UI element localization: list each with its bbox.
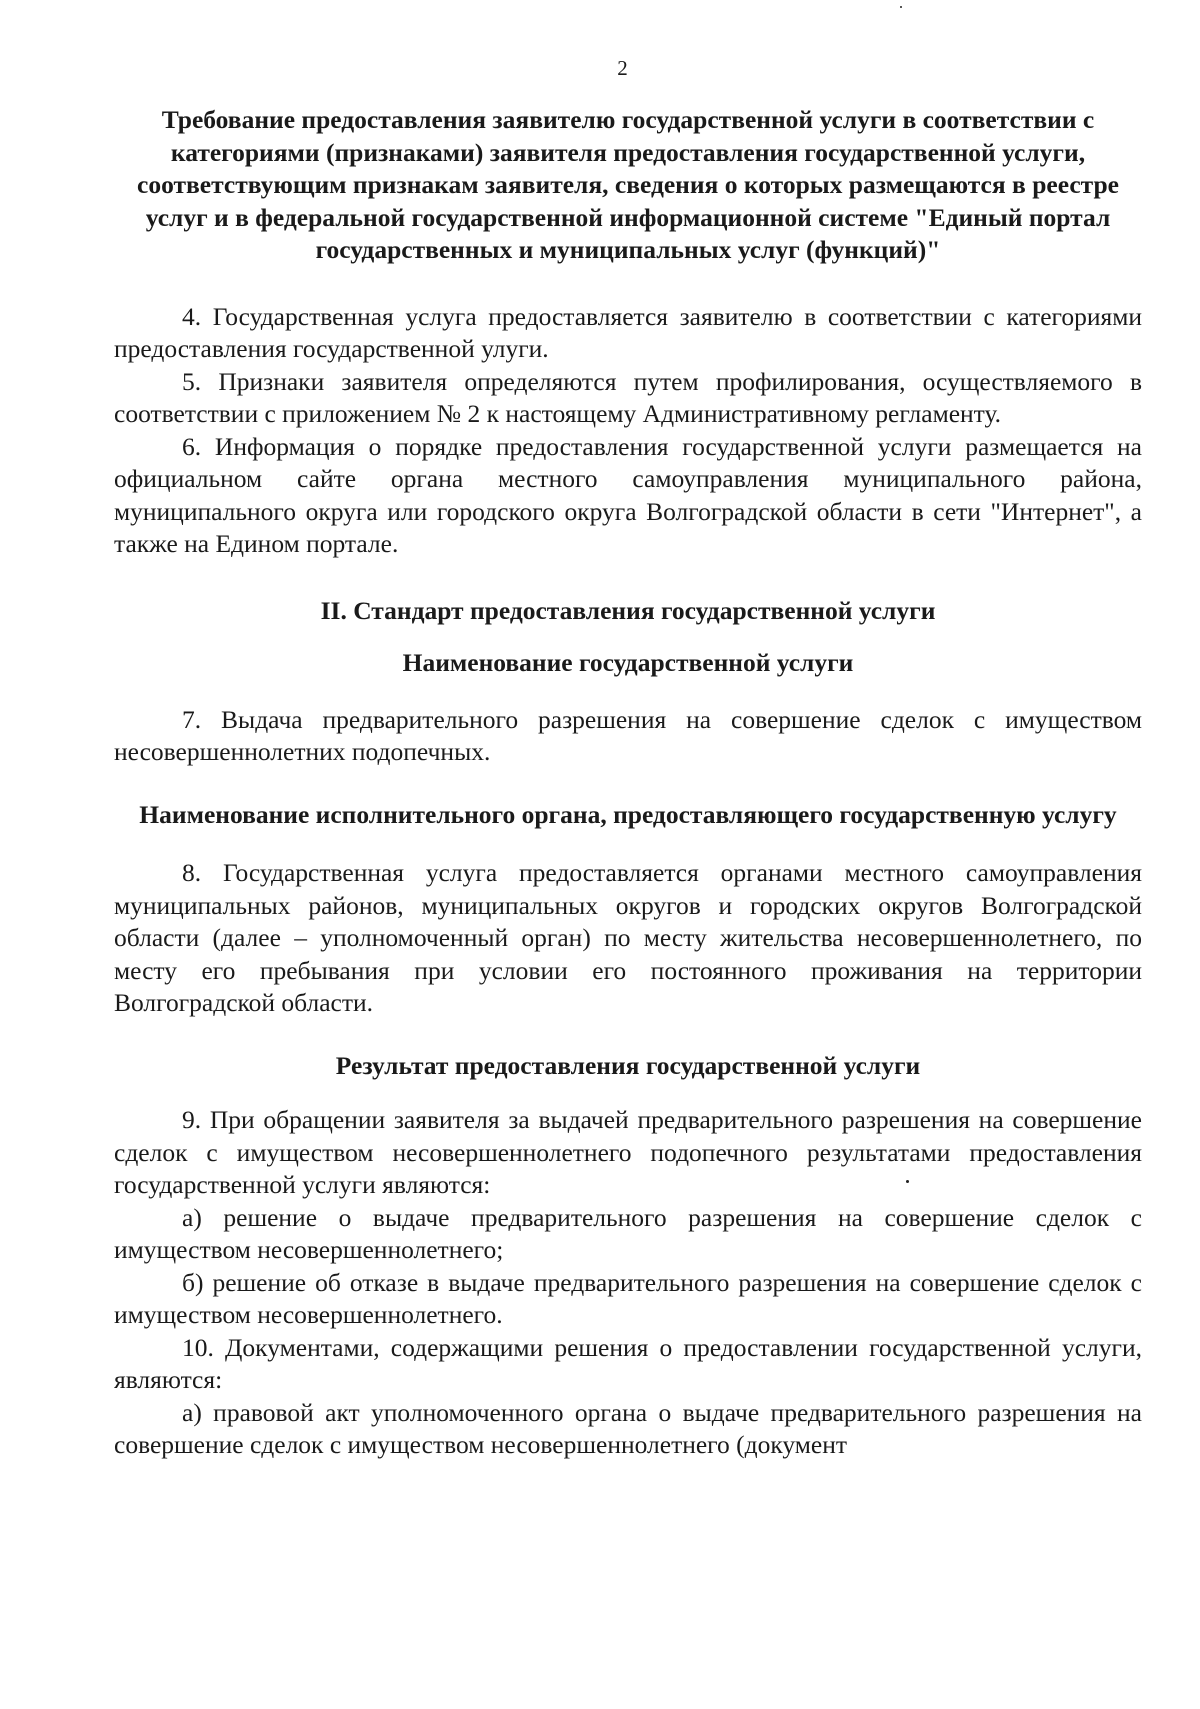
paragraph-8: 8. Государственная услуга предоставляется органами местного самоуправления муниципальных районов, муниципальных округов и городских округов Волгоградской области (далее – уполномоченный орган) по месту жительства несовершеннолетнего, по месту его пребывания при условии его постоянного проживания на территории Волгоградской области.: [114, 858, 1142, 1017]
document-body: [114, 104, 1142, 1462]
service-name-heading: Наименование государственной услуги: [402, 648, 854, 677]
scan-speck: [906, 1180, 909, 1183]
paragraph-7: 7. Выдача предварительного разрешения на совершение сделок с имуществом несовершеннолетних подопечных.: [114, 704, 1142, 766]
paragraph-9-a: а) решение о выдаче предварительного разрешения на совершение сделок с имуществом несовершеннолетнего;: [114, 1202, 1142, 1264]
paragraph-10-a: а) правовой акт уполномоченного органа о выдаче предварительного разрешения на совершение сделок с имуществом несовершеннолетнего (документ: [114, 1397, 1142, 1459]
section-2-title: II. Стандарт предоставления государственной услуги: [320, 595, 936, 625]
paragraph-4: 4. Государственная услуга предоставляется заявителю в соответствии с категориями предоставления государственной улуги.: [114, 301, 1142, 363]
service-result-heading: Результат предоставления государственной услуги: [335, 1050, 921, 1080]
executive-organ-heading: Наименование исполнительного органа, предоставляющего государственную услугу: [139, 799, 1117, 829]
paragraph-6: 6. Информация о порядке предоставления государственной услуги размещается на официальном сайте органа местного самоуправления муниципального района, муниципального округа или городского округа Волгоградской области в сети "Интернет", а также на Едином портале.: [114, 431, 1142, 558]
requirement-heading: Требование предоставления заявителю государственной услуги в соответствии с категориями (признаками) заявителя предоставления государственной услуги, соответствующим признакам заявителя, сведения о которых размещаются в реестре услуг и в федеральной государственной информационной системе "Единый портал государственных и муниципальных услуг (функций)": [137, 105, 1119, 264]
scan-speck: [900, 6, 902, 8]
paragraph-10: 10. Документами, содержащими решения о предоставлении государственной услуги, являются:: [114, 1332, 1142, 1394]
page-number: 2: [617, 56, 628, 80]
paragraph-5: 5. Признаки заявителя определяются путем профилирования, осуществляемого в соответствии с приложением № 2 к настоящему Административному регламенту.: [114, 366, 1142, 428]
paragraph-9-b: б) решение об отказе в выдаче предварительного разрешения на совершение сделок с имуществом несовершеннолетнего.: [114, 1267, 1142, 1329]
paragraph-9: 9. При обращении заявителя за выдачей предварительного разрешения на совершение сделок с имуществом несовершеннолетнего подопечного результатами предоставления государственной услуги являются:: [114, 1105, 1142, 1199]
